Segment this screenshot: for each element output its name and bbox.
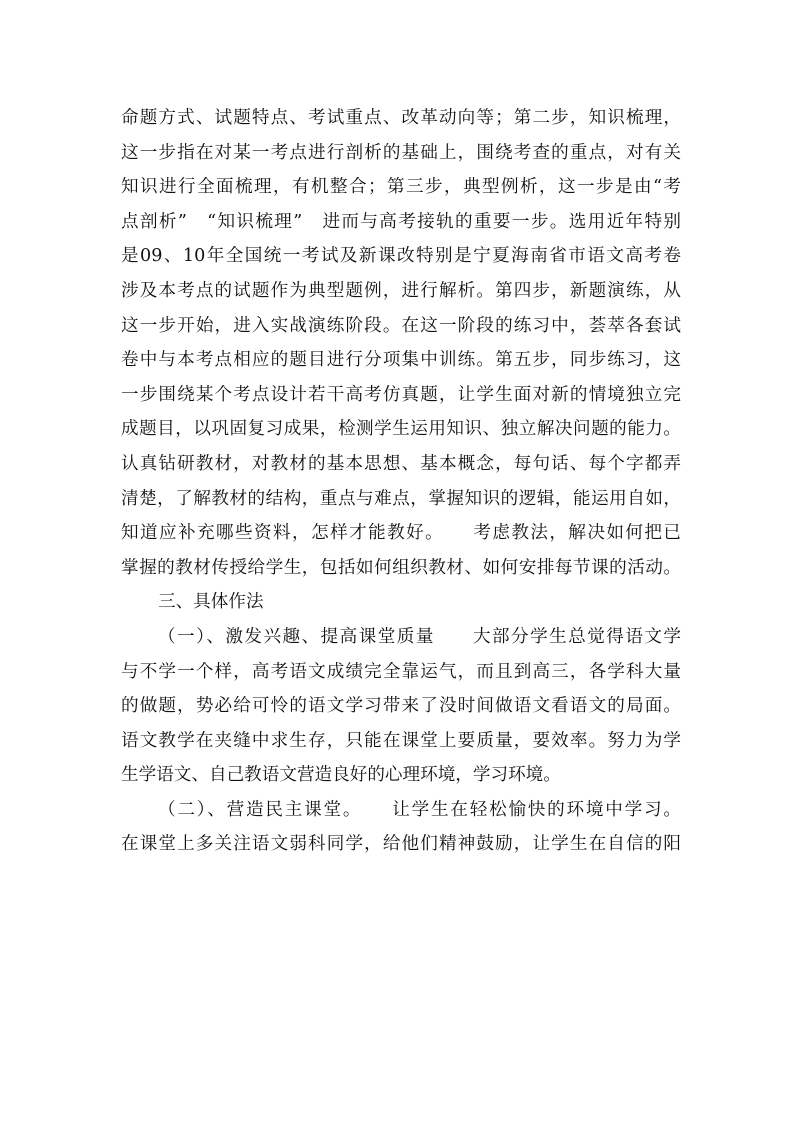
paragraph-last-line: 生学语文、自己教语文营造良好的心理环境，学习环境。 <box>121 765 561 786</box>
text-line: 知识进行全面梳理，有机整合；第三步，典型例析，这一步是由“考 <box>121 177 681 198</box>
text-line: 一步围绕某个考点设计若干高考仿真题，让学生面对新的情境独立完 <box>121 384 681 405</box>
section-heading: 三、具体作法 <box>158 592 264 613</box>
text-line: 与不学一个样，高考语文成绩完全靠运气，而且到高三，各学科大量 <box>121 661 681 682</box>
text-line: 涉及本考点的试题作为典型题例，进行解析。第四步，新题演练，从 <box>121 280 681 301</box>
text-line: 认真钻研教材，对教材的基本思想、基本概念，每句话、每个字都弄 <box>121 453 681 474</box>
text-line: 清楚，了解教材的结构，重点与难点，掌握知识的逻辑，能运用自如， <box>121 488 681 509</box>
text-line: 卷中与本考点相应的题目进行分项集中训练。第五步，同步练习，这 <box>121 350 681 371</box>
text-line: 的做题，势必给可怜的语文学习带来了没时间做语文看语文的局面。 <box>121 696 681 717</box>
text-line: 成题目，以巩固复习成果，检测学生运用知识、独立解决问题的能力。 <box>121 419 681 440</box>
text-line: 在课堂上多关注语文弱科同学，给他们精神鼓励，让学生在自信的阳 <box>121 834 681 855</box>
document-body <box>121 101 681 862</box>
text-line: 这一步指在对某一考点进行剖析的基础上，围绕考查的重点，对有关 <box>121 142 681 163</box>
text-line: 语文教学在夹缝中求生存，只能在课堂上要质量，要效率。努力为学 <box>121 730 681 751</box>
paragraph-first-line: （二）、营造民主课堂。 让学生在轻松愉快的环境中学习。 <box>158 799 681 820</box>
text-line: 是09、10年全国统一考试及新课改特别是宁夏海南省市语文高考卷 <box>121 246 681 267</box>
paragraph-first-line: （一）、激发兴趣、提高课堂质量 大部分学生总觉得语文学 <box>158 626 681 647</box>
text-line: 命题方式、试题特点、考试重点、改革动向等；第二步，知识梳理， <box>121 108 681 128</box>
text-line: 掌握的教材传授给学生，包括如何组织教材、如何安排每节课的活动。 <box>121 557 681 578</box>
text-line: 点剖析” “知识梳理” 进而与高考接轨的重要一步。选用近年特别 <box>121 211 681 232</box>
text-line: 这一步开始，进入实战演练阶段。在这一阶段的练习中，荟萃各套试 <box>121 315 681 336</box>
text-line: 知道应补充哪些资料，怎样才能教好。 考虑教法，解决如何把已 <box>121 523 681 544</box>
